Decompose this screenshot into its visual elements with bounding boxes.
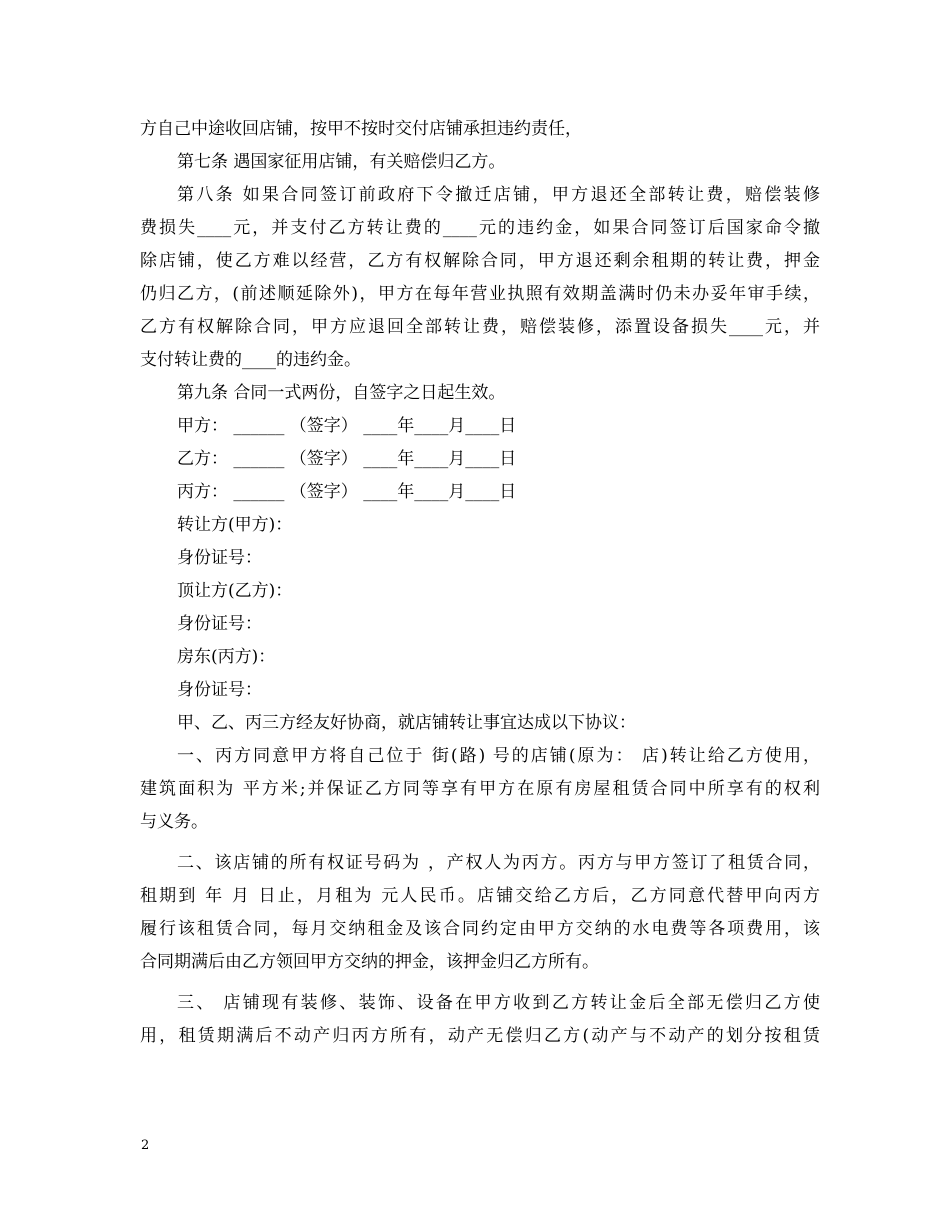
clause-3: 三、 店铺现有装修、装饰、设备在甲方收到乙方转让金后全部无偿归乙方使 xyxy=(177,993,820,1013)
id-number-label: 身份证号： xyxy=(177,680,262,700)
article-9: 第九条 合同一式两份，自签字之日起生效。 xyxy=(177,383,506,403)
signature-party-b: 乙方： ______ （签字） ____年____月____日 xyxy=(177,449,517,469)
text-line: 除店铺，使乙方难以经营，乙方有权解除合同，甲方退还剩余租期的转让费，押金 xyxy=(140,251,820,271)
text-line: 与义务。 xyxy=(140,812,208,832)
text-line: 乙方有权解除合同，甲方应退回全部转让费，赔偿装修，添置设备损失____元，并 xyxy=(140,317,820,337)
text-line: 仍归乙方，(前述顺延除外)，甲方在每年营业执照有效期盖满时仍未办妥年审手续， xyxy=(140,284,820,304)
clause-2: 二、该店铺的所有权证号码为 ，产权人为丙方。丙方与甲方签订了租赁合同， xyxy=(177,853,820,873)
page-number: 2 xyxy=(141,1138,150,1153)
signature-party-a: 甲方： ______ （签字） ____年____月____日 xyxy=(177,416,517,436)
text-line: 合同期满后由乙方领回甲方交纳的押金，该押金归乙方所有。 xyxy=(140,952,599,972)
text-line: 方自己中途收回店铺，按甲不按时交付店铺承担违约责任， xyxy=(140,119,582,139)
transferor-label: 转让方(甲方)： xyxy=(177,515,293,535)
agreement-intro: 甲、乙、丙三方经友好协商，就店铺转让事宜达成以下协议： xyxy=(177,713,636,733)
article-8: 第八条 如果合同签订前政府下令撤迁店铺，甲方退还全部转让费，赔偿装修 xyxy=(177,185,820,205)
signature-party-c: 丙方： ______ （签字） ____年____月____日 xyxy=(177,482,517,502)
text-line: 费损失____元，并支付乙方转让费的____元的违约金，如果合同签订后国家命令撤 xyxy=(140,218,820,238)
id-number-label: 身份证号： xyxy=(177,614,262,634)
text-line: 租期到 年 月 日止，月租为 元人民币。店铺交给乙方后，乙方同意代替甲向丙方 xyxy=(140,886,820,906)
text-line: 建筑面积为 平方米;并保证乙方同等享有甲方在原有房屋租赁合同中所享有的权利 xyxy=(140,779,820,799)
text-line: 履行该租赁合同，每月交纳租金及该合同约定由甲方交纳的水电费等各项费用，该 xyxy=(140,919,820,939)
clause-1: 一、丙方同意甲方将自己位于 街(路) 号的店铺(原为： 店)转让给乙方使用， xyxy=(177,746,820,766)
text-line: 支付转让费的____的违约金。 xyxy=(140,350,361,370)
article-7: 第七条 遇国家征用店铺，有关赔偿归乙方。 xyxy=(177,152,506,172)
landlord-label: 房东(丙方)： xyxy=(177,647,276,667)
text-line: 用，租赁期满后不动产归丙方所有，动产无偿归乙方(动产与不动产的划分按租赁 xyxy=(140,1026,820,1046)
id-number-label: 身份证号： xyxy=(177,548,262,568)
transferee-label: 顶让方(乙方)： xyxy=(177,581,293,601)
